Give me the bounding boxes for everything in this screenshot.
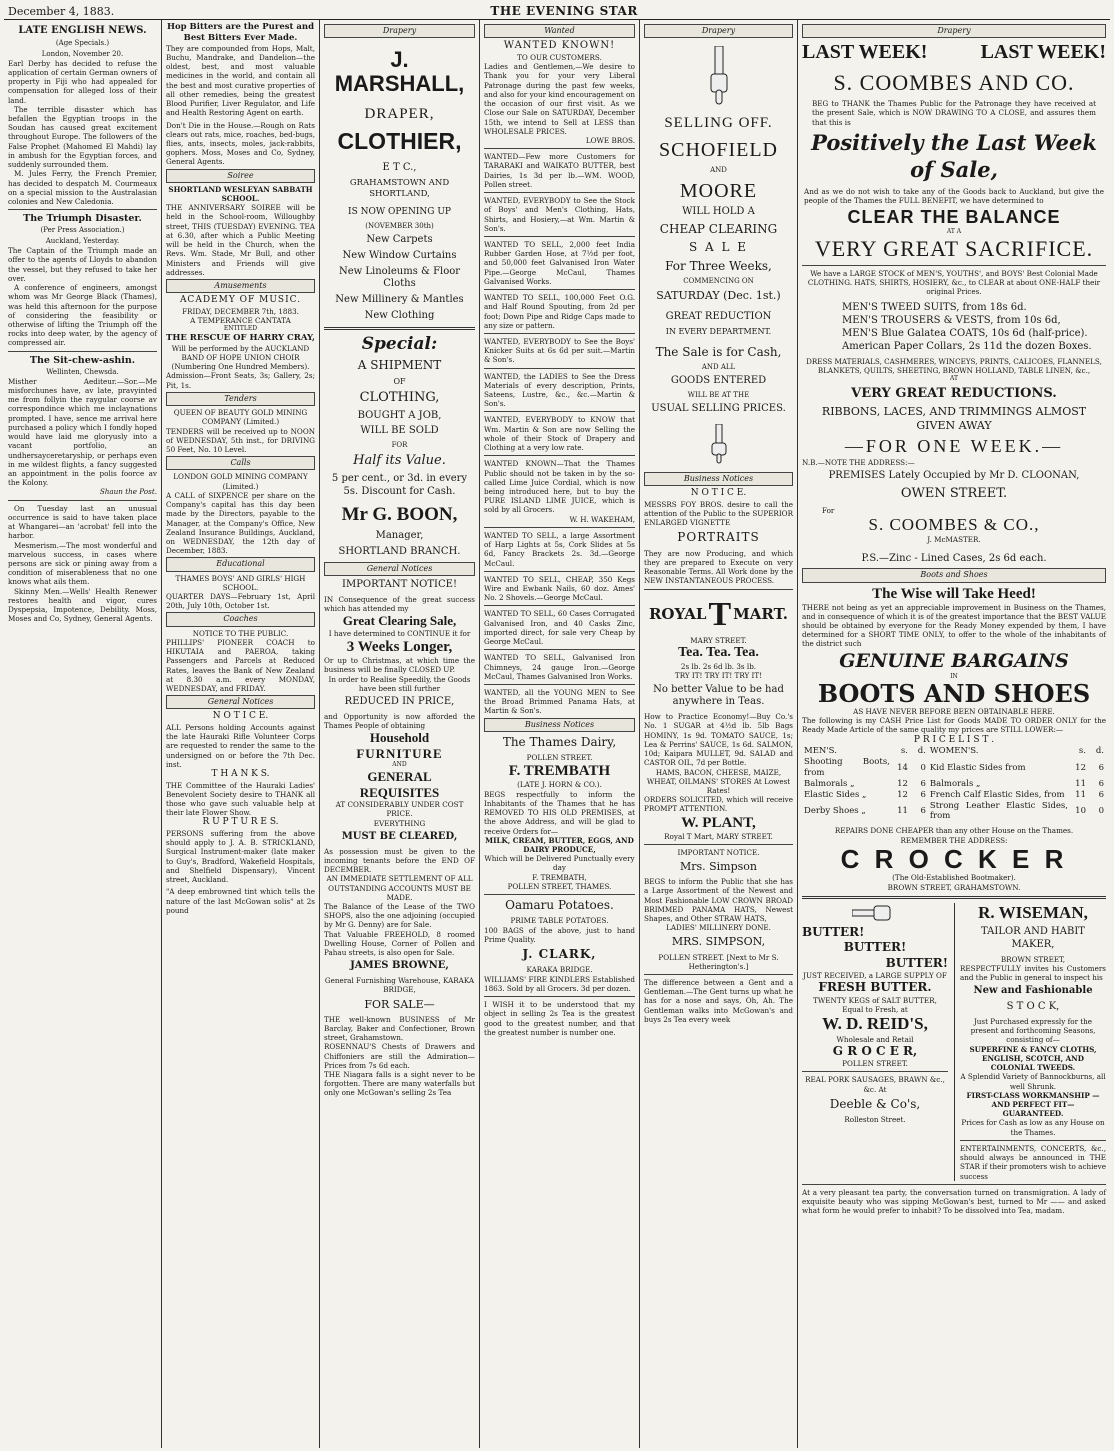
great-reductions: VERY GREAT REDUCTIONS. — [851, 385, 1057, 401]
simpson-heading: Mrs. Simpson — [679, 860, 758, 874]
important-notice: IMPORTANT NOTICE! — [342, 579, 457, 591]
trembath-name: F. TREMBATH — [508, 763, 611, 780]
price-list-title: P R I C E L I S T . — [913, 734, 995, 745]
wanted-ad: WANTED TO SELL, 60 Cases Corrugated Galvanised Iron, and 40 Casks Zinc, imported direct, for sale very Cheap by George McCaul. — [484, 609, 635, 647]
last-week-left: LAST WEEK! — [802, 41, 928, 64]
price-s: 11 — [1075, 789, 1086, 800]
dairy-produce: MILK, CREAM, BUTTER, EGGS, AND DAIRY PRODUCE, — [485, 835, 634, 854]
marshall-item: New Millinery & Mantles — [335, 294, 464, 306]
academy-title: ACADEMY OF MUSIC. — [179, 295, 302, 306]
better-value: No better Value to be had anywhere in Teas. — [653, 683, 784, 708]
premises: PREMISES Lately Occupied by Mr D. CLOONAN, — [828, 470, 1080, 482]
marshall-draper: DRAPER, — [364, 105, 435, 122]
wanted-ad: WANTED TO SELL, 2,000 feet India Rubber Garden Hose, at 7½d per foot, and 50,000 feet Galvanised Iron Water Pipe.—George McCaul, Thames Galvanised Works. — [484, 239, 635, 286]
opportunity-text: and Opportunity is now afforded the Thames People of obtaining — [324, 711, 475, 730]
moore: MOORE — [679, 180, 758, 203]
workmanship: FIRST-CLASS WORKMANSHIP — AND PERFECT FIT— GUARANTEED. — [966, 1090, 1100, 1119]
wakeham: W. H. WAKEHAM, — [569, 514, 635, 524]
wanted-ad: WANTED, the LADIES to See the Dress Materials of every description, Prints, Sateens, Lustre, &c., &c.—Martin & Son's. — [484, 371, 635, 409]
article-paragraph: Misther Aediteur.—Sor.—Me misforchunes have, av late, pravyinted me from follyin the raygular coorse av correspondince which me inclaynations prompted. I have, sence me arrival here purchased a policy which I fondly hoped would have laid me gloryusly into a vacant portfolio, an undhersayceretaryship, or perhaps even in me wildest flights, a fancy suggested an appointment in the polis foorce av the Kolony. — [8, 376, 157, 488]
possession-text: As possession must be given to the incoming tenants before the END OF DECEMBER. — [324, 846, 475, 875]
clothing-line: MEN'S TROUSERS & VESTS, from 10s 6d, — [842, 314, 1061, 326]
great-reduction: GREAT REDUCTION — [665, 311, 772, 323]
ruptures-text: PERSONS suffering from the above should apply to J. A. B. STRICKLAND, Surgical Instrument-maker (late maker to Guy's, Bradford, Wakefield Hospitals, and Shelfield Dispensary), Vincent street, Auckland. — [166, 829, 315, 885]
of-label: OF — [393, 376, 406, 386]
soiree-text: THE ANNIVERSARY SOIREE will be held in the School-room, Willoughby street, THIS (TUESDAY) EVENING. TEA at 6.30, after which a Public Meeting will be held in the Church, when the Revs. Wm. Stade, Mr Bull, and other Ministers and Friends will give addresses. — [166, 203, 315, 277]
oamaru-potatoes: Oamaru Potatoes. — [505, 898, 614, 913]
plant-name: W. PLANT, — [681, 814, 756, 831]
prime-potatoes: PRIME TABLE POTATOES. — [510, 916, 609, 926]
royal-mart-logo — [644, 593, 793, 637]
freehold-text: That Valuable FREEHOLD, 8 roomed Dwelling House, Corner of Pollen and Pahau streets, is also open for Sale. — [324, 929, 475, 958]
dateline: Wellinten, Chewsda. — [46, 367, 119, 376]
at-a: AT A — [946, 227, 962, 235]
thanks-text: THE Committee of the Hauraki Ladies' Benevolent Society desire to THANK all those who gave such valuable help at their late Flower Show. — [166, 780, 315, 818]
section-soiree: Soiree — [166, 169, 315, 183]
cloths: SUPERFINE & FANCY CLOTHS, ENGLISH, SCOTCH, AND COLONIAL TWEEDS. — [969, 1044, 1097, 1073]
christmas-text: Or up to Christmas, at which time the business will be finally CLOSED UP. — [324, 656, 475, 675]
dress-materials: DRESS MATERIALS, CASHMERES, WINCEYS, PRINTS, CALICOES, FLANNELS, BLANKETS, QUILTS, SHEETING, BROWN HOLLAND, TABLE LINEN, &c., — [806, 356, 1102, 375]
wanted-ad: WANTED TO SELL, CHEAP, 350 Kegs Wire and Ewbank Nails, 60 doz. Ames' No. 2 Shovels.—George McCaul. — [484, 574, 635, 603]
portraits: PORTRAITS — [677, 530, 760, 545]
discount: 5 per cent., or 3d. in every 5s. Discount for Cash. — [331, 472, 468, 497]
foy-details: They are now Producing, and which they are prepared to Execute on very Reasonable Terms. All Work done by the NEW INSTANTANEOUS PROCESS. — [644, 548, 793, 586]
tenders-title: QUEEN OF BEAUTY GOLD MINING COMPANY (Limited.) — [173, 408, 308, 427]
will-be-sold: WILL BE SOLD — [360, 425, 439, 437]
marshall-opening: IS NOW OPENING UP — [348, 207, 451, 218]
column-news — [4, 20, 162, 1448]
marshall-address: GRAHAMSTOWN AND SHORTLAND, — [349, 177, 450, 199]
signature: Shaun the Post. — [99, 487, 157, 497]
cash-list-text: The following is my CASH Price List for Goods MADE TO ORDER ONLY for the Ready Made Article of the same quality my prices are STILL LOWER:— — [802, 716, 1106, 735]
section-drapery: Drapery — [644, 24, 793, 38]
masthead — [4, 4, 1110, 20]
entertainments: ENTERTAINMENTS, CONCERTS, &c., should always be announced in THE STAR if their promoters wish to achieve success — [960, 1143, 1106, 1181]
clothing-line: American Paper Collars, 2s 11d the dozen Boxes. — [842, 340, 1092, 352]
calls-text: A CALL of SIXPENCE per share on the Company's capital has this day been made by the Directors, payable to the Manager, at the Company's Office, New Zealand Insurance Buildings, Auckland, on WEDNESDAY, the 12th day of December, 1883. — [166, 490, 315, 556]
section-general-notices: General Notices — [166, 695, 315, 709]
and-label: AND — [392, 761, 407, 769]
column-marshall — [320, 20, 480, 1448]
academy-performers: Will be performed by the AUCKLAND BAND OF HOPE UNION CHOIR (Numbering One Hundred Members). — [171, 343, 310, 372]
footer-text: "A deep embrowned tint which tells the nature of the last McGowan solis" at 2s pound — [166, 887, 315, 915]
settlement-text: AN IMMEDIATE SETTLEMENT OF ALL OUTSTANDING ACCOUNTS MUST BE MADE. — [326, 874, 473, 902]
stock-text: We have a LARGE STOCK of MEN'S, YOUTHS', and BOYS' Best Colonial Made CLOTHING. HATS, SHIRTS, HOSIERY, &c., to CLEAR at about ONE-HALF their original Prices. — [807, 268, 1101, 297]
will-hold: WILL HOLD A — [682, 206, 755, 218]
clothing-line: MEN'S TWEED SUITS, from 18s 6d. — [842, 301, 1027, 313]
brown-street: BROWN STREET, — [1000, 954, 1066, 964]
table-row — [802, 801, 1106, 823]
marshall-item: New Linoleums & Floor Cloths — [338, 265, 461, 290]
and-label: AND — [710, 166, 727, 175]
clearing-sale: Great Clearing Sale, — [342, 613, 457, 629]
section-drapery: Drapery — [802, 24, 1106, 38]
marshall-opening-date: (NOVEMBER 30th) — [365, 221, 434, 230]
for-label: FOR — [391, 441, 408, 450]
must-be-cleared: MUST BE CLEARED, — [341, 830, 458, 842]
subhead: (Per Press Association.) — [40, 226, 125, 235]
goods-text: And as we do not wish to take any of the Goods back to Auckland, but give the people of the Thames the FULL BENEFIT, we have determined to — [804, 186, 1104, 205]
saturday: SATURDAY (Dec. 1st.) — [656, 289, 781, 303]
lowe-bros: LOWE BROS. — [585, 136, 635, 145]
column-notices — [162, 20, 320, 1448]
owen-street: OWEN STREET. — [900, 486, 1008, 502]
headline-triumph-disaster: The Triumph Disaster. — [23, 213, 142, 225]
respectfully: RESPECTFULLY invites his Customers and the Public in general to inspect his — [960, 964, 1106, 983]
article-paragraph: Skinny Men.—Wells' Health Renewer restores health and vigor, cures Dyspepsia, Impotence, Debility. Moss, Moses and Co, Sydney, General Agents. — [8, 586, 157, 624]
pointing-hand-icon — [852, 903, 892, 923]
column-coombes — [798, 20, 1110, 1448]
price-s: 12 — [897, 789, 908, 800]
selling-off: SELLING OFF. — [664, 115, 773, 132]
wanted-ad: WANTED, EVERYBODY to See the Boys' Knicker Suits at 6s 6d per suit.—Martin & Son's. — [484, 336, 635, 365]
section-business-notices: Business Notices — [484, 718, 635, 732]
for-sale: FOR SALE— — [364, 997, 435, 1011]
price-d: 6 — [1098, 762, 1104, 773]
butter-2: BUTTER! — [843, 940, 907, 955]
commencing: COMMENCING ON — [683, 277, 754, 286]
section-calls: Calls — [166, 456, 315, 470]
wanted-ad: WANTED, EVERYBODY to See the Stock of Boys' and Men's Clothing, Hats, Shirts, and Hosiery,—at Wm. Martin & Son's. — [484, 196, 635, 233]
footer-text: At a very pleasant tea party, the conversation turned on transmigration. A lady of exquisite beauty who was sipping McGowan's best, turned to Mr —— and asked what form he would prefer to inhabit? To be dissolved into Tea, madam. — [802, 1187, 1106, 1216]
entitled: ENTITLED — [223, 325, 258, 333]
sale-for-cash: The Sale is for Cash, — [655, 345, 782, 360]
of-sale: of Sale, — [910, 156, 998, 182]
genuine-bargains: GENUINE BARGAINS — [839, 649, 1069, 672]
shipment: A SHIPMENT — [357, 358, 442, 373]
simpson-address: POLLEN STREET. [Next to Mr S. Hetherington's.] — [658, 952, 779, 971]
boon-branch: SHORTLAND BRANCH. — [338, 546, 461, 558]
section-tenders: Tenders — [166, 392, 315, 406]
wanted-ad: WANTED, all the YOUNG MEN to See the Broad Brimmed Panama Hats, at Martin & Son's. — [484, 687, 635, 716]
tea-prices: 2s lb. 2s 6d lb. 3s lb. — [680, 662, 757, 672]
wanted-ad: WANTED—Few more Customers for TARARAKI and WAIKATO BUTTER, best Dairies, 1s 3d per lb.—WM. WOOD, Pollen street. — [484, 152, 635, 189]
marshall-item: New Window Curtains — [342, 249, 457, 261]
article-paragraph: The terrible disaster which has befallen the Egyptian troops in the Soudan has caused great excitement throughout Europe. The followers of the False Prophet (Mahomed El Mahdi) lay in ambush for the Egyptian forces, and suddenly surrounded them. — [8, 104, 157, 170]
prices-cash: Prices for Cash as low as any House on the Thames. — [961, 1118, 1105, 1137]
wanted-ad: WANTED TO SELL, a large Assortment of Harp Lights at 5s, Cork Slides at 5s 6d, Fancy Brackets 2s. 3d.—George McCaul. — [484, 530, 635, 568]
marshall-item: New Clothing — [364, 309, 435, 321]
grocer: G R O C E R, — [832, 1043, 918, 1058]
thames-dairy: The Thames Dairy, — [502, 734, 617, 749]
notice-text: ALL Persons holding Accounts against the late Hauraki Rifle Volunteer Corps are requested to render the same to the undersigned on or before the 7th Dec. inst. — [166, 723, 315, 769]
bought-job: BOUGHT A JOB, — [357, 409, 442, 421]
thanks-title: T H A N K S. — [211, 769, 270, 780]
table-row — [802, 790, 1106, 801]
fresh-butter: FRESH BUTTER. — [818, 980, 932, 995]
calls-title: LONDON GOLD MINING COMPANY (Limited.) — [173, 472, 308, 491]
trembath-late: (LATE J. HORN & CO.). — [517, 780, 602, 790]
household: Household — [369, 730, 430, 746]
wise-heed: The Wise will Take Heed! — [872, 585, 1036, 602]
important-notice: IMPORTANT NOTICE. — [677, 847, 760, 857]
sale-label: S A L E — [688, 240, 749, 255]
coach-text: PHILLIPS' PIONEER COACH to HIKUTAIA and PAEROA, taking Passengers and Parcels at Reduced Rates, leaves the Bank of New Zealand at 8.30 a.m. every MONDAY, WEDNESDAY, and FRIDAY. — [166, 637, 315, 694]
boots-and-shoes: BOOTS AND SHOES — [817, 678, 1091, 708]
coombes-sign: S. COOMBES & CO., — [868, 514, 1040, 534]
last-week-right: LAST WEEK! — [980, 41, 1106, 64]
section-wanted: Wanted — [484, 24, 635, 38]
section-amusements: Amusements — [166, 279, 315, 293]
marshall-item: New Carpets — [366, 233, 433, 245]
simpson-sign: MRS. SIMPSON, — [671, 935, 766, 949]
wanted-ad: Ladies and Gentlemen,—We desire to Thank you for your very Liberal Patronage during the past few weeks, and also for your kind encouragement on the occasion of our first visit. As we Close our Sale on SATURDAY, December 15th, we intend to Sell at LESS than WHOLESALE PRICES. — [484, 62, 635, 136]
womens-header: WOMEN'S. — [929, 746, 979, 757]
tenders-text: TENDERS will be received up to NOON of WEDNESDAY, 5th inst., for DRIVING 50 Feet, No. 10 Level. — [166, 426, 315, 454]
clear-balance: CLEAR THE BALANCE — [847, 207, 1061, 228]
section-business-notices: Business Notices — [644, 472, 793, 486]
and-all: AND ALL — [701, 363, 736, 372]
womens-item: Balmorals „ — [929, 778, 981, 789]
twenty-kegs: TWENTY KEGS of SALT BUTTER, Equal to Fresh, at — [813, 995, 937, 1014]
economy-text: How to Practice Economy!—Buy Co.'s No. 1 SUGAR at 4½d lb. 5lb Bags HOMINY, 1s 9d. TOMATO SAUCE, 1s; Lea & Perrins' SAUCE, 1s 6d. SALMON, 10d; Kaipara MULLET, 9d. SALAD and CASTOR OIL, 7d per Bottle. — [644, 712, 793, 768]
new-fashionable: New and Fashionable — [973, 985, 1093, 997]
lease-text: The Balance of the Lease of the TWO SHOPS, also the one adjoining (occupied by Mr G. Denny) are for Sale. — [324, 902, 475, 930]
price-s: 11 — [897, 806, 908, 817]
price-d: 6 — [920, 778, 926, 789]
table-row — [802, 757, 1106, 779]
footer-text: The difference between a Gent and a Gentleman.—The Gent turns up what he has for a nose and says, Oh, Ah. The Gentleman walks into McGowan's and buys 2s Tea every week — [644, 977, 793, 1024]
article-paragraph: The Captain of the Triumph made an offer to the agents of Lloyds to abandon the vessel, but they refused to take her over. — [8, 246, 157, 283]
butter-3: BUTTER! — [885, 955, 948, 970]
dateline: London, November 20. — [41, 49, 124, 58]
hop-bitters-title: Hop Bitters are the Purest and Best Bitters Ever Made. — [166, 22, 315, 43]
section-coaches: Coaches — [166, 612, 315, 626]
price-d: 6 — [920, 789, 926, 800]
goods-entered: GOODS ENTERED — [670, 375, 767, 387]
browne-name: JAMES BROWNE, — [350, 960, 449, 972]
cost-price: AT CONSIDERABLY UNDER COST PRICE. — [335, 800, 464, 819]
price-d: 0 — [920, 762, 926, 773]
marshall-name: J. MARSHALL, — [334, 47, 465, 97]
section-boots-shoes: Boots and Shoes — [802, 568, 1106, 582]
crocker-address: BROWN STREET, GRAHAMSTOWN. — [887, 882, 1021, 892]
price-s: 10 — [1075, 806, 1086, 817]
plant-address: Royal T Mart, MARY STREET. — [664, 831, 773, 841]
pointing-hand-icon — [710, 424, 728, 464]
never-before: AS HAVE NEVER BEFORE BEEN OBTAINABLE HERE. — [853, 707, 1055, 717]
marshall-etc: E T C., — [382, 161, 417, 173]
article-paragraph: A conference of engineers, amongst whom was Mr George Black (Thames), was held this afternoon for the purpose of considering the feasibility or otherwise of lifting the Triumph off the rocks into deep water, by the agency of compressed air. — [8, 283, 157, 348]
womens-item: Kid Elastic Sides from — [929, 762, 1026, 773]
deeble-name: Deeble & Co's, — [829, 1096, 921, 1111]
column-wanted — [480, 20, 640, 1448]
cantata-name: THE RESCUE OF HARRY CRAY, — [166, 332, 315, 343]
academy-admission: Admission—Front Seats, 3s; Gallery, 2s; Pit, 1s. — [166, 371, 315, 390]
every-department: IN EVERY DEPARTMENT. — [665, 326, 772, 336]
womens-item: Strong Leather Elastic Sides, from — [929, 800, 1068, 822]
soiree-title: SHORTLAND WESLEYAN SABBATH SCHOOL. — [168, 184, 313, 204]
reid-sub: Wholesale and Retail — [836, 1034, 914, 1044]
price-s: 12 — [1075, 762, 1086, 773]
headline-sit-chew-ashin: The Sit-chew-ashin. — [29, 354, 136, 366]
furniture: FURNITURE — [356, 745, 443, 761]
reduced-price: REDUCED IN PRICE, — [344, 695, 455, 707]
article-paragraph: M. Jules Ferry, the French Premier, has decided to despatch M. Courmeaux on a special mission to the Australasian colonies and New Caledonia. — [8, 169, 157, 206]
pointing-hand-icon — [707, 46, 731, 106]
reid-address: POLLEN STREET. — [842, 1059, 908, 1069]
simpson-text: BEGS to inform the Public that she has a Large Assortment of the Newest and Most Fashionable LOW CROWN BROAD BRIMMED PANAMA HATS, Newest Shapes, and Other STRAW HATS, — [644, 877, 793, 923]
boon-manager: Manager, — [375, 530, 424, 542]
ruptures-title: R U P T U R E S. — [202, 817, 279, 828]
price-s: 14 — [897, 762, 908, 773]
special-heading: Special: — [361, 333, 438, 354]
notice-title: N O T I C E. — [212, 711, 269, 722]
last-week-banner — [802, 40, 1106, 66]
table-row — [802, 779, 1106, 790]
subhead: (Age Specials.) — [55, 38, 110, 47]
tailor: TAILOR AND HABIT MAKER, — [981, 926, 1085, 950]
pork-sausages: REAL PORK SAUSAGES, BRAWN &c., &c. At — [805, 1075, 945, 1094]
clothing-line: MEN'S Blue Galatea COATS, 10s 6d (half-price). — [842, 327, 1088, 339]
mart-label: MART. — [733, 604, 789, 623]
trembath-address: POLLEN STREET, THAMES. — [507, 881, 612, 891]
hop-bitters-text: They are compounded from Hops, Malt, Buchu, Mandrake, and Dandelion—the oldest, best, and most valuable medicines in the world, and contain all the best and most curative properties of all other remedies, being the greatest Blood Purifier, Liver Regulator, and Life and Health Restoring Agent on earth. — [166, 43, 315, 118]
price-d: 6 — [1098, 778, 1104, 789]
wanted-ad: WANTED TO SELL, Galvanised Iron Chimneys, 24 gauge Iron.—George McCaul, Thames Galvanised Iron Works. — [484, 653, 635, 681]
cantata: A TEMPERANCE CANTATA — [190, 315, 291, 325]
usual-prices: USUAL SELLING PRICES. — [651, 403, 786, 415]
to-customers: TO OUR CUSTOMERS. — [517, 53, 602, 63]
at-label: AT — [949, 375, 958, 383]
for-one-week: —FOR ONE WEEK.— — [844, 436, 1064, 457]
stock-label: S T O C K, — [1006, 1001, 1060, 1013]
weeks-longer: 3 Weeks Longer, — [346, 639, 453, 656]
section-general-notices: General Notices — [324, 562, 475, 576]
for-label: For — [822, 505, 835, 515]
coombes-name: S. COOMBES AND CO. — [833, 69, 1075, 95]
notice-title: N O T I C E. — [690, 488, 747, 499]
wanted-ad: WANTED TO SELL, 100,000 Feet O.G. and Half Round Spouting, from 2d per foot; Down Pipe and Ridge Caps made to any size or pattern. — [484, 293, 635, 330]
article-paragraph: Mesmerism.—The most wonderful and marvelous success, in cases where persons are sick or pining away from a condition of miserableness that no one knows what ails them. — [8, 540, 157, 587]
crocker-sub: (The Old-Established Bootmaker). — [892, 873, 1016, 883]
very-great-sacrifice: VERY GREAT SACRIFICE. — [814, 235, 1094, 261]
note-address: N.B.—NOTE THE ADDRESS:— — [802, 458, 915, 468]
dateline: Auckland, Yesterday. — [45, 237, 120, 246]
mens-item: Balmorals „ — [804, 778, 855, 789]
reid-name: W. D. REID'S, — [822, 1014, 928, 1034]
price-d: 6 — [920, 806, 926, 817]
butter-1: BUTTER! — [802, 925, 865, 940]
price-s: 11 — [1075, 778, 1086, 789]
mary-street: MARY STREET. — [690, 636, 747, 646]
headline-late-english-news: LATE ENGLISH NEWS. — [18, 25, 147, 36]
consequence-text: IN Consequence of the great success which has attended my — [324, 594, 475, 614]
for-sale-text: THE well-known BUSINESS of Mr Barclay, Baker and Confectioner, Brown street, Grahamstown. — [324, 1014, 475, 1043]
try-it: TRY IT! TRY IT! TRY IT! — [674, 671, 763, 681]
crocker-name: C R O C K E R — [840, 843, 1068, 874]
boon-name: Mr G. BOON, — [341, 504, 458, 526]
mens-item: Elastic Sides „ — [804, 789, 867, 800]
three-weeks: For Three Weeks, — [665, 258, 772, 273]
wanted-ad: WANTED KNOWN—That the Thames Public should not be taken in by the so-called Lime Juice Cordial, which is now being introduced here, but to buy the PURE ISLAND LIME JUICE, which is sold by all Grocers. — [484, 459, 635, 515]
article-paragraph: Earl Derby has decided to refuse the application of certain German owners of property in Fiji who had appealed for compensation for alleged loss of their land. — [8, 58, 157, 105]
continue-text: I have determined to CONTINUE it for — [328, 628, 471, 638]
browne-address: General Furnishing Warehouse, KARAKA BRIDGE, — [324, 976, 475, 995]
mens-header: MEN'S. — [804, 746, 837, 757]
column-schofield — [640, 20, 798, 1448]
clothing-label: CLOTHING, — [359, 390, 440, 406]
orders-text: ORDERS SOLICITED, which will receive PROMPT ATTENTION. — [644, 795, 793, 814]
everything: EVERYTHING — [373, 818, 426, 828]
in-label: IN — [950, 672, 958, 680]
wanted-known: WANTED KNOWN! — [503, 40, 616, 52]
general: GENERAL — [367, 769, 432, 785]
edu-text: QUARTER DAYS—February 1st, April 20th, July 10th, October 1st. — [166, 592, 315, 611]
delivered: Which will be Delivered Punctually every day — [484, 854, 635, 873]
tea-heading: Tea. Tea. Tea. — [678, 645, 759, 661]
deeble-address: Rolleston Street. — [844, 1115, 906, 1125]
bannockburns: A Splendid Variety of Bannockburns, all well Shrunk. — [960, 1072, 1106, 1091]
paper-title: THE EVENING STAR — [490, 4, 638, 18]
positively-last-week: Positively the Last Week — [811, 129, 1097, 155]
millinery: LADIES' MILLINERY DONE. — [666, 923, 771, 933]
wiseman-name: R. WISEMAN, — [978, 902, 1088, 922]
mens-item: Derby Shoes „ — [804, 806, 866, 817]
hams-text: HAMS, BACON, CHEESE, MAIZE, WHEAT, OILMANS' STORES At Lowest Rates! — [646, 767, 791, 795]
foy-text: MESSRS FOY BROS. desire to call the attention of the Public to the SUPERIOR ENLARGED VIGNETTE — [644, 499, 793, 528]
footer-text: THE Niagara falls is a sight never to be forgotten. There are many waterfalls but only one McGowan's selling 2s Tea — [324, 1069, 475, 1098]
academy-date: FRIDAY, DECEMBER 7th, 1883. — [182, 306, 299, 316]
edu-title: THAMES BOYS' AND GIRLS' HIGH SCHOOL. — [175, 573, 306, 592]
price-d: 6 — [1098, 789, 1104, 800]
kindlers-text: WILLIAMS' FIRE KINDLERS Established 1863. Sold by all Grocers. 3d per dozen. — [484, 974, 635, 993]
realise-text: In order to Realise Speedily, the Goods have been still further — [328, 674, 471, 693]
bags-text: 100 BAGS of the above, just to hand Prime Quality. — [484, 925, 635, 944]
article-paragraph: On Tuesday last an unusual occurrence is said to have taken place at Whangarei—an 'acrobat' fell into the harbor. — [8, 503, 157, 541]
section-educational: Educational — [166, 557, 315, 571]
coach-title: NOTICE TO THE PUBLIC. — [192, 628, 289, 638]
price-table: MEN'S. s. d. WOMEN'S. s. d. Shooting Boots, from 14 0 Kid Elastic Sides from 12 6 Balmorals „ 12 6 Balmorals „ 11 6 Elastic Sides „ 12 6 French Calf Elastic Sides, from 11 6 Derby Shoes „ 11 6 Strong Leather Elastic Sides, from 10 0 — [804, 746, 1104, 822]
price-d: 0 — [1098, 806, 1104, 817]
wanted-ad: WANTED, EVERYBODY to KNOW that Wm. Martin & Son are now Selling the whole of their Stock of Drapery and Clothing at a very low rate. — [484, 415, 635, 453]
purchased: Just Purchased expressly for the present and forthcoming Seasons, consisting of— — [970, 1017, 1096, 1045]
trembath-text: BEGS respectfully to inform the Inhabitants of the Thames that he has REMOVED TO HIS OLD PREMISES, at the above Address, and will be glad to receive Orders for— — [484, 789, 635, 836]
ps-zinc: P.S.—Zinc - Lined Cases, 2s 6d each. — [861, 552, 1047, 564]
issue-date: December 4, 1883. — [8, 5, 115, 18]
rough-on-rats-text: Don't Die in the House.—Rough on Rats clears out rats, mice, roaches, bed-bugs, flies, ants, insects, moles, jack-rabbits, gophers. Moss, Moses and Co, Sydney, General Agents. — [166, 120, 315, 167]
price-s: 12 — [897, 778, 908, 789]
dairy-address: POLLEN STREET. — [526, 753, 593, 763]
royal-label: ROYAL — [648, 604, 707, 623]
ribbons: RIBBONS, LACES, AND TRIMMINGS ALMOST GIVEN AWAY — [821, 405, 1087, 433]
wise-text: THERE not being as yet an appreciable improvement in Business on the Thames, and in consequence of which it is of the greatest importance that the BEST VALUE should be obtained by everyone for the Ready Money expended by them, I have determined for a SHORT TIME ONLY, to offer to the whole of the inhabitants of the district such — [802, 602, 1106, 649]
t-mart-icon: T — [708, 595, 732, 633]
requisites: REQUISITES — [359, 784, 440, 800]
clark-name: J. CLARK, — [522, 947, 597, 962]
coombes-text: BEG to THANK the Thames Public for the Patronage they have received at the present Sale, which is NOW DRAWING TO A CLOSE, and assures them that this is — [812, 99, 1096, 127]
just-received: JUST RECEIVED, a LARGE SUPPLY OF — [803, 971, 947, 981]
half-value: Half its Value. — [353, 453, 446, 469]
clark-address: KARAKA BRIDGE. — [526, 965, 593, 975]
marshall-clothier: CLOTHIER, — [337, 127, 462, 154]
mens-item: Shooting Boots, from — [804, 757, 890, 778]
womens-item: French Calf Elastic Sides, from — [929, 789, 1065, 800]
schofield: SCHOFIELD — [658, 139, 778, 162]
repairs: REPAIRS DONE CHEAPER than any other House on the Thames. — [834, 826, 1074, 836]
mcmaster: J. McMASTER. — [927, 535, 981, 545]
will-be-at: WILL BE AT THE — [687, 391, 750, 400]
footer-text: I WISH it to be understood that my object in selling 2s Tea is the greatest good to the greatest number, and that the greatest number is number one. — [484, 1000, 635, 1037]
section-drapery: Drapery — [324, 24, 475, 38]
rosenau-text: ROSENNAU'S Chests of Drawers and Chiffoniers are still the Admiration—Prices from 7s 6d each. — [324, 1042, 475, 1070]
trembath-sign: F. TREMBATH, — [532, 872, 587, 882]
remember-address: REMEMBER THE ADDRESS: — [900, 835, 1008, 845]
cheap-clearing: CHEAP CLEARING — [659, 221, 778, 236]
